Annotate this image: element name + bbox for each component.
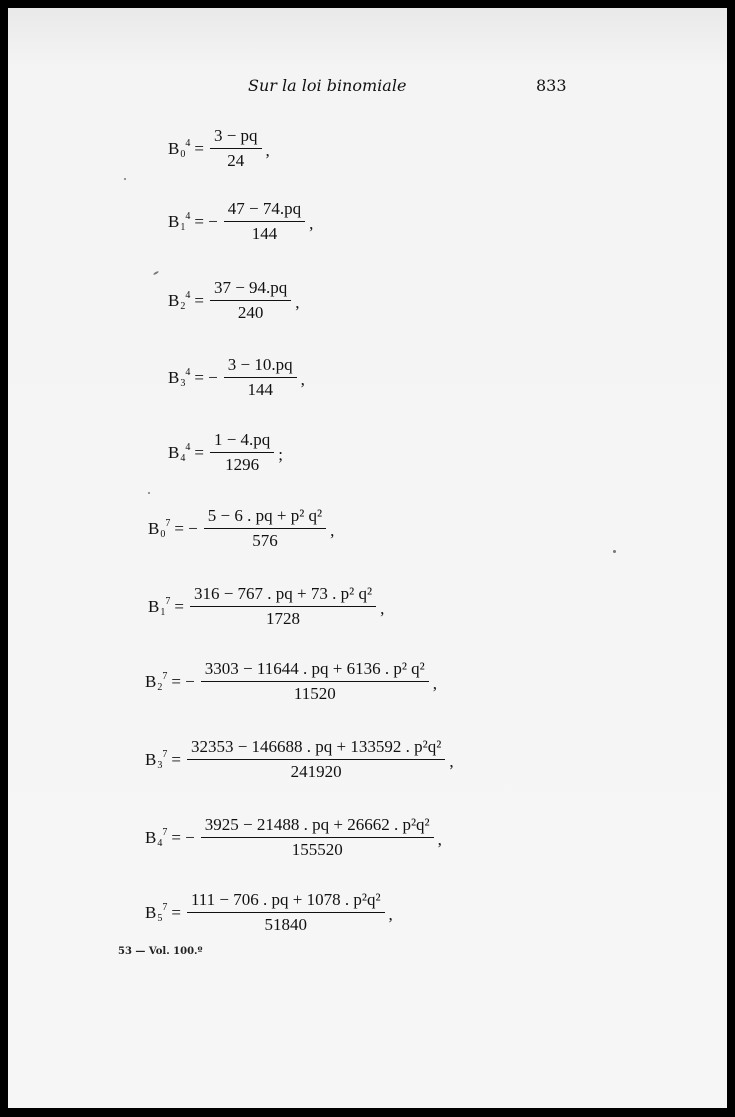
numerator: 3 − 10.pq [224,355,297,378]
running-title: Sur la loi binomiale [248,76,407,95]
numerator: 47 − 74.pq [224,199,305,222]
footer-signature: 53 — Vol. 100.º [118,946,203,957]
equation: B 4 7 = − $\frac{\text{3925 − 21488 . pq + 26662 . p²q²}}{155520}$ , [145,815,442,859]
numerator: 316 − 767 . pq + 73 . p² q² [190,584,376,607]
equation: B 2 4 = $\frac{37 - 94.pq}{240}$ , [168,278,300,322]
numerator: 3 − pq [210,126,262,149]
numerator: 32353 − 146688 . pq + 133592 . p²q² [187,737,445,760]
equation: B 2 7 = − $\frac{\text{3303 − 11644 . pq + 6136 . p² q²}}{11520}$ , [145,659,438,703]
denominator: 1296 [225,455,260,474]
denominator: 11520 [293,684,336,703]
denominator: 155520 [291,840,343,859]
numerator: 3303 − 11644 . pq + 6136 . p² q² [201,659,429,682]
numerator: 3925 − 21488 . pq + 26662 . p²q² [201,815,434,838]
numerator: 37 − 94.pq [210,278,291,301]
denominator: 1728 [266,609,300,628]
scan-speck [613,550,616,553]
numerator: 5 − 6 . pq + p² q² [204,506,326,529]
denominator: 144 [247,380,273,399]
denominator: 240 [237,303,264,322]
scan-speck [148,492,150,494]
scan-speck [124,178,126,180]
equation: B 0 7 = − $\frac{\text{5 − 6 . pq + p² q²}}{576}$ , [148,506,335,550]
equation: B 3 4 = − $\frac{3 - 10.pq}{144}$ , [168,355,305,399]
denominator: 51840 [264,915,307,934]
numerator: 111 − 706 . pq + 1078 . p²q² [187,890,385,913]
equation: B 3 7 = $\frac{\text{32353 − 146688 . pq + 133592 . p²q²}}{241920}$ , [145,737,454,781]
denominator: 24 [227,151,245,170]
page-number: 833 [536,76,567,95]
equation: B 5 7 = $\frac{\text{111 − 706 . pq + 1078 . p²q²}}{51840}$ , [145,890,393,934]
denominator: 576 [252,531,278,550]
equation: B 1 7 = $\frac{\text{316 − 767 . pq + 73 . p² q²}}{1728}$ , [148,584,385,628]
equation: B 4 4 = $\frac{1 - 4.pq}{1296}$ ; [168,430,284,474]
equation: B 0 4 = $\frac{3 - pq}{24}$ , [168,126,270,170]
denominator: 241920 [290,762,342,781]
numerator: 1 − 4.pq [210,430,274,453]
scan-speck [153,271,159,276]
denominator: 144 [251,224,278,243]
equation: B 1 4 = − $\frac{47 - 74.pq}{144}$ , [168,199,314,243]
document-page [8,8,727,1108]
